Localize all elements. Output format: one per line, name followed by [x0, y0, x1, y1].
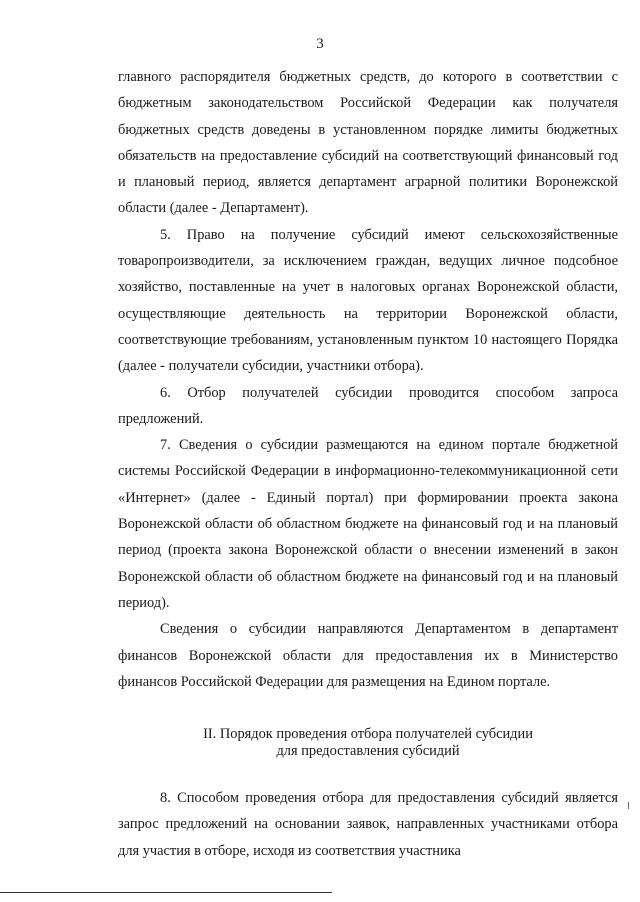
paragraph-group-bottom [118, 785, 618, 864]
paragraph: 8. Способом проведения отбора для предоставления субсидий является запрос предложений на основании заявок, направленных участниками отбора для участия в отборе, исходя из соответствия участника [118, 790, 618, 859]
section-heading [118, 726, 618, 760]
footer-rule [0, 892, 332, 893]
paragraph: 5. Право на получение субсидий имеют сельскохозяйственные товаропроизводители, за исключением граждан, ведущих личное подсобное хозяйство, поставленные на учет в налоговых органах Воронежской области, осуществляющие деятельность на территории Воронежской области, соответствующие требованиям, установленным пунктом 10 настоящего Порядка (далее - получатели субсидии, участники отбора). [118, 226, 618, 375]
section-heading-line-1: II. Порядок проведения отбора получателей субсидии [203, 726, 533, 743]
page-number: 3 [316, 36, 324, 52]
margin-mark [628, 802, 629, 809]
paragraph: 6. Отбор получателей субсидии проводится способом запроса предложений. [118, 384, 618, 427]
section-heading-line-2: для предоставления субсидий [276, 743, 460, 760]
paragraph: Сведения о субсидии направляются Департаментом в департамент финансов Воронежской области для предоставления их в Министерство финансов Российской Федерации для размещения на Едином портале. [118, 621, 618, 690]
paragraph: 7. Сведения о субсидии размещаются на едином портале бюджетной системы Российской Федерации в информационно-телекоммуникационной сети «Интернет» (далее - Единый портал) при формировании проекта закона Воронежской области об областном бюджете на финансовый год и на плановый период (проекта закона Воронежской области о внесении изменений в закон Воронежской области об областном бюджете на финансовый год и на плановый период). [118, 437, 618, 611]
paragraph: главного распорядителя бюджетных средств, до которого в соответствии с бюджетным законодательством Российской Федерации как получателя бюджетных средств доведены в установленном порядке лимиты бюджетных обязательств на предоставление субсидий на соответствующий финансовый год и плановый период, является департамент аграрной политики Воронежской области (далее - Департамент). [118, 69, 618, 217]
paragraph-group-top [118, 64, 618, 695]
document-body [118, 64, 618, 864]
